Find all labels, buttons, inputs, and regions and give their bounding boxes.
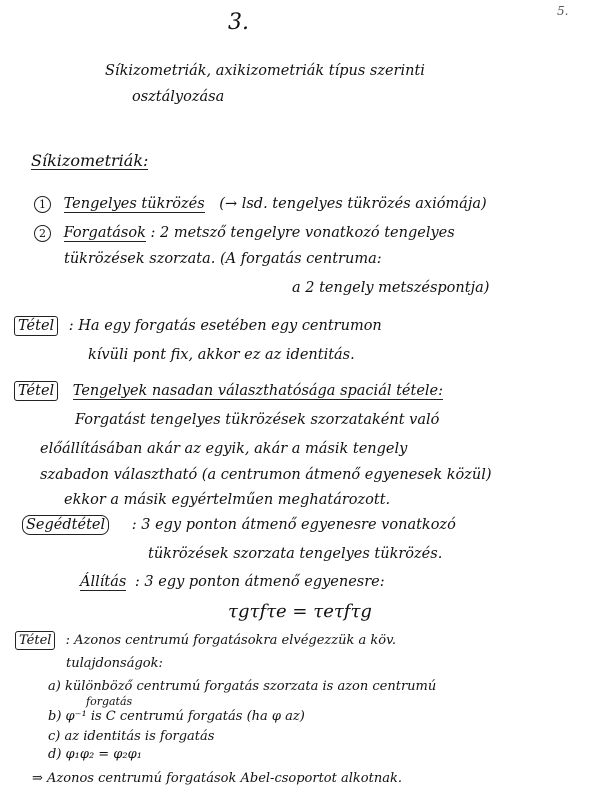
item-1: [34, 196, 487, 213]
tetel-3-subitem-c: c) az identitás is forgatás: [48, 729, 215, 744]
title-line-2: osztályozása: [132, 89, 225, 105]
tetel-3-line-1: : Azonos centrumú forgatásokra elvégezzük a köv.: [65, 633, 397, 648]
title-line-1: Síkizometriák, axikizometriák típus szerinti: [105, 63, 425, 79]
tetel-3-label: Tétel: [15, 631, 55, 650]
item-2-line-2: a 2 tengely metszéspontja): [292, 280, 490, 296]
item-2-marker: 2: [34, 225, 51, 242]
tetel-3-subitem-b: b) φ⁻¹ is C centrumú forgatás (ha φ az): [48, 709, 305, 724]
tetel-2: [14, 384, 443, 399]
chapter-number: 3.: [228, 10, 249, 35]
section-heading: Síkizometriák:: [31, 151, 149, 170]
tetel-2-line-3: szabadon választható (a centrumon átmenő egyenesek közül): [40, 467, 492, 483]
tetel-2-label: Tétel: [14, 381, 58, 401]
segedtetel-line-2: tükrözések szorzata tengelyes tükrözés.: [148, 546, 443, 562]
item-1-label: Tengelyes tükrözés: [63, 196, 205, 212]
item-2-line-1: tükrözések szorzata. (A forgatás centruma:: [64, 251, 382, 267]
tetel-2-line-4: ekkor a másik egyértelműen meghatározott.: [64, 492, 391, 508]
segedtetel: [22, 518, 456, 533]
tetel-3-subitem-a: a) különböző centrumú forgatás szorzata is azon centrumú: [48, 679, 437, 694]
tetel-1: [14, 319, 382, 334]
tetel-3-conclusion: ⇒ Azonos centrumú forgatások Abel-csoportot alkotnak.: [32, 771, 402, 786]
tetel-1-label: Tétel: [14, 316, 58, 336]
item-2: [34, 225, 455, 242]
allitas-label: Állítás: [80, 574, 127, 590]
tetel-3-subitem-a-cont: forgatás: [86, 695, 133, 708]
item-2-text: : 2 metsző tengelyre vonatkozó tengelyes: [150, 225, 455, 241]
allitas-text: : 3 egy ponton átmenő egyenesre:: [134, 574, 385, 590]
tetel-3: [15, 634, 396, 647]
item-1-text: (→ lsd. tengelyes tükrözés axiómája): [219, 196, 487, 212]
page-corner-mark: 5.: [557, 4, 569, 18]
tetel-2-heading: Tengelyek nasadan választhatósága spaciál tétele:: [72, 383, 443, 399]
allitas: [80, 575, 385, 590]
item-2-label: Forgatások: [63, 225, 146, 241]
tetel-1-line-2: kívüli pont fix, akkor ez az identitás.: [88, 347, 355, 363]
tetel-3-subitem-d: d) φ₁φ₂ = φ₂φ₁: [48, 747, 142, 762]
segedtetel-label: Segédtétel: [22, 515, 109, 535]
tetel-2-line-2: előállításában akár az egyik, akár a másik tengely: [40, 441, 408, 457]
segedtetel-line-1: : 3 egy ponton átmenő egyenesre vonatkozó: [131, 517, 456, 533]
tetel-1-line-1: : Ha egy forgatás esetében egy centrumon: [68, 318, 382, 334]
allitas-formula: τgτfτe = τeτfτg: [228, 601, 372, 622]
item-1-marker: 1: [34, 196, 51, 213]
tetel-2-line-1: Forgatást tengelyes tükrözések szorzataként való: [75, 412, 440, 428]
tetel-3-line-2: tulajdonságok:: [66, 656, 163, 671]
